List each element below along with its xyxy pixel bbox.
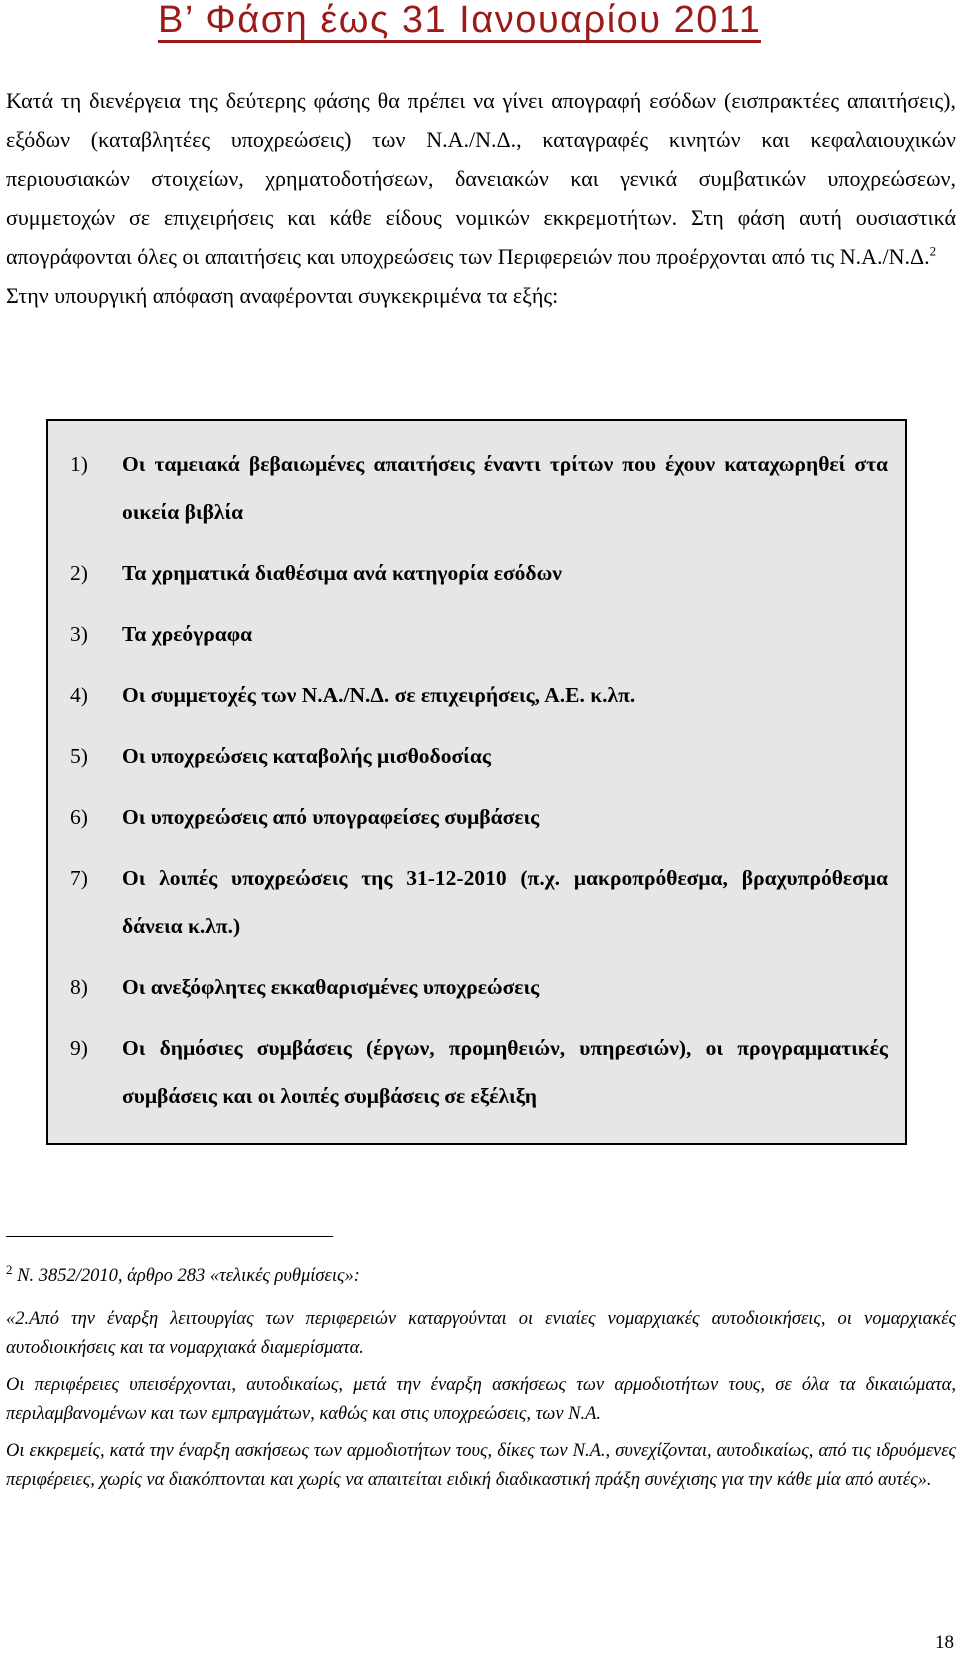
list-item [70,610,888,658]
list-item [70,671,888,719]
list-item-text: Οι συμμετοχές των Ν.Α./Ν.Δ. σε επιχειρήσεις, Α.Ε. κ.λπ. [122,683,636,707]
list-item-number: 4) [70,683,88,707]
list-item-number: 1) [70,452,88,476]
footnote-paragraph: Οι περιφέρειες υπεισέρχονται, αυτοδικαίως, μετά την έναρξη ασκήσεως των αρμοδιοτήτων τους, σε όλα τα δικαιώματα, περιλαμβανομένων και των εμπραγμάτων, καθώς και στις υποχρεώσεις, των Ν.Α. [6,1375,956,1424]
list-item [70,440,888,536]
list-item-number: 7) [70,866,88,890]
list-item [70,963,888,1011]
list-item-text: Οι υποχρεώσεις καταβολής μισθοδοσίας [122,744,491,768]
footnote-reference[interactable]: 2 [929,243,937,259]
list-item-number: 6) [70,805,88,829]
list-item-text: Οι ταμειακά βεβαιωμένες απαιτήσεις έναντι τρίτων που έχουν καταχωρηθεί στα οικεία βιβλία [122,452,888,524]
list-item [70,854,888,950]
list-item-number: 8) [70,975,88,999]
list-item-number: 9) [70,1036,88,1060]
footnote-title-text: Ν. 3852/2010, άρθρο 283 «τελικές ρυθμίσεις»: [17,1266,360,1286]
list-item [70,549,888,597]
list-item-number: 2) [70,561,88,585]
requirements-box [46,419,907,1145]
list-item-text: Οι λοιπές υποχρεώσεις της 31-12-2010 (π.χ. μακροπρόθεσμα, βραχυπρόθεσμα δάνεια κ.λπ.) [122,866,888,938]
footnote-title [6,1262,956,1291]
intro-text: Κατά τη διενέργεια της δεύτερης φάσης θα πρέπει να γίνει απογραφή εσόδων (εισπρακτέες απαιτήσεις), εξόδων (καταβλητέες υποχρεώσεις) των Ν.Α./Ν.Δ., καταγραφές κινητών και κεφαλαιουχικών περιουσιακών στοιχείων, χρηματοδοτήσεων, δανειακών και γενικά συμβατικών υποχρεώσεων, συμμετοχών σε επιχειρήσεις και κάθε είδους νομικών εκκρεμοτήτων. Στη φάση αυτή ουσιαστικά απογράφονται όλες οι απαιτήσεις και υποχρεώσεις των Περιφερειών που προέρχονται από τις Ν.Α./Ν.Δ. [6,88,956,269]
list-item [70,732,888,780]
list-item [70,793,888,841]
list-item-text: Τα χρεόγραφα [122,622,253,646]
footnote-paragraph: «2.Από την έναρξη λειτουργίας των περιφερειών καταργούνται οι ενιαίες νομαρχιακές αυτοδιοικήσεις, οι νομαρχιακές αυτοδιοικήσεις και τα νομαρχιακά διαμερίσματα. [6,1309,956,1358]
intro-lead: Στην υπουργική απόφαση αναφέρονται συγκεκριμένα τα εξής: [6,283,559,308]
list-item-number: 5) [70,744,88,768]
list-item [70,1024,888,1120]
footnote-paragraph: Οι εκκρεμείς, κατά την έναρξη ασκήσεως των αρμοδιοτήτων τους, δίκες των Ν.Α., συνεχίζονται, αυτοδικαίως, από τις ιδρυόμενες περιφέρειες, χωρίς να διακόπτονται και χωρίς να απαιτείται ειδική διαδικαστική πράξη συνέχισης για την κάθε μία από αυτές». [6,1441,956,1490]
footnote-marker: 2 [6,1261,13,1277]
list-item-text: Οι δημόσιες συμβάσεις (έργων, προμηθειών, υπηρεσιών), οι προγραμματικές συμβάσεις και οι λοιπές συμβάσεις σε εξέλιξη [122,1036,888,1108]
requirements-list [70,440,888,1133]
list-item-text: Τα χρηματικά διαθέσιμα ανά κατηγορία εσόδων [122,561,562,585]
list-item-text: Οι ανεξόφλητες εκκαθαρισμένες υποχρεώσεις [122,975,540,999]
footnote [6,1262,956,1503]
footnote-divider [6,1236,333,1237]
intro-paragraph [6,81,956,315]
list-item-number: 3) [70,622,88,646]
section-heading: Β’ Φάση έως 31 Ιανουαρίου 2011 [158,0,762,41]
page-number: 18 [935,1632,954,1653]
list-item-text: Οι υποχρεώσεις από υπογραφείσες συμβάσεις [122,805,540,829]
